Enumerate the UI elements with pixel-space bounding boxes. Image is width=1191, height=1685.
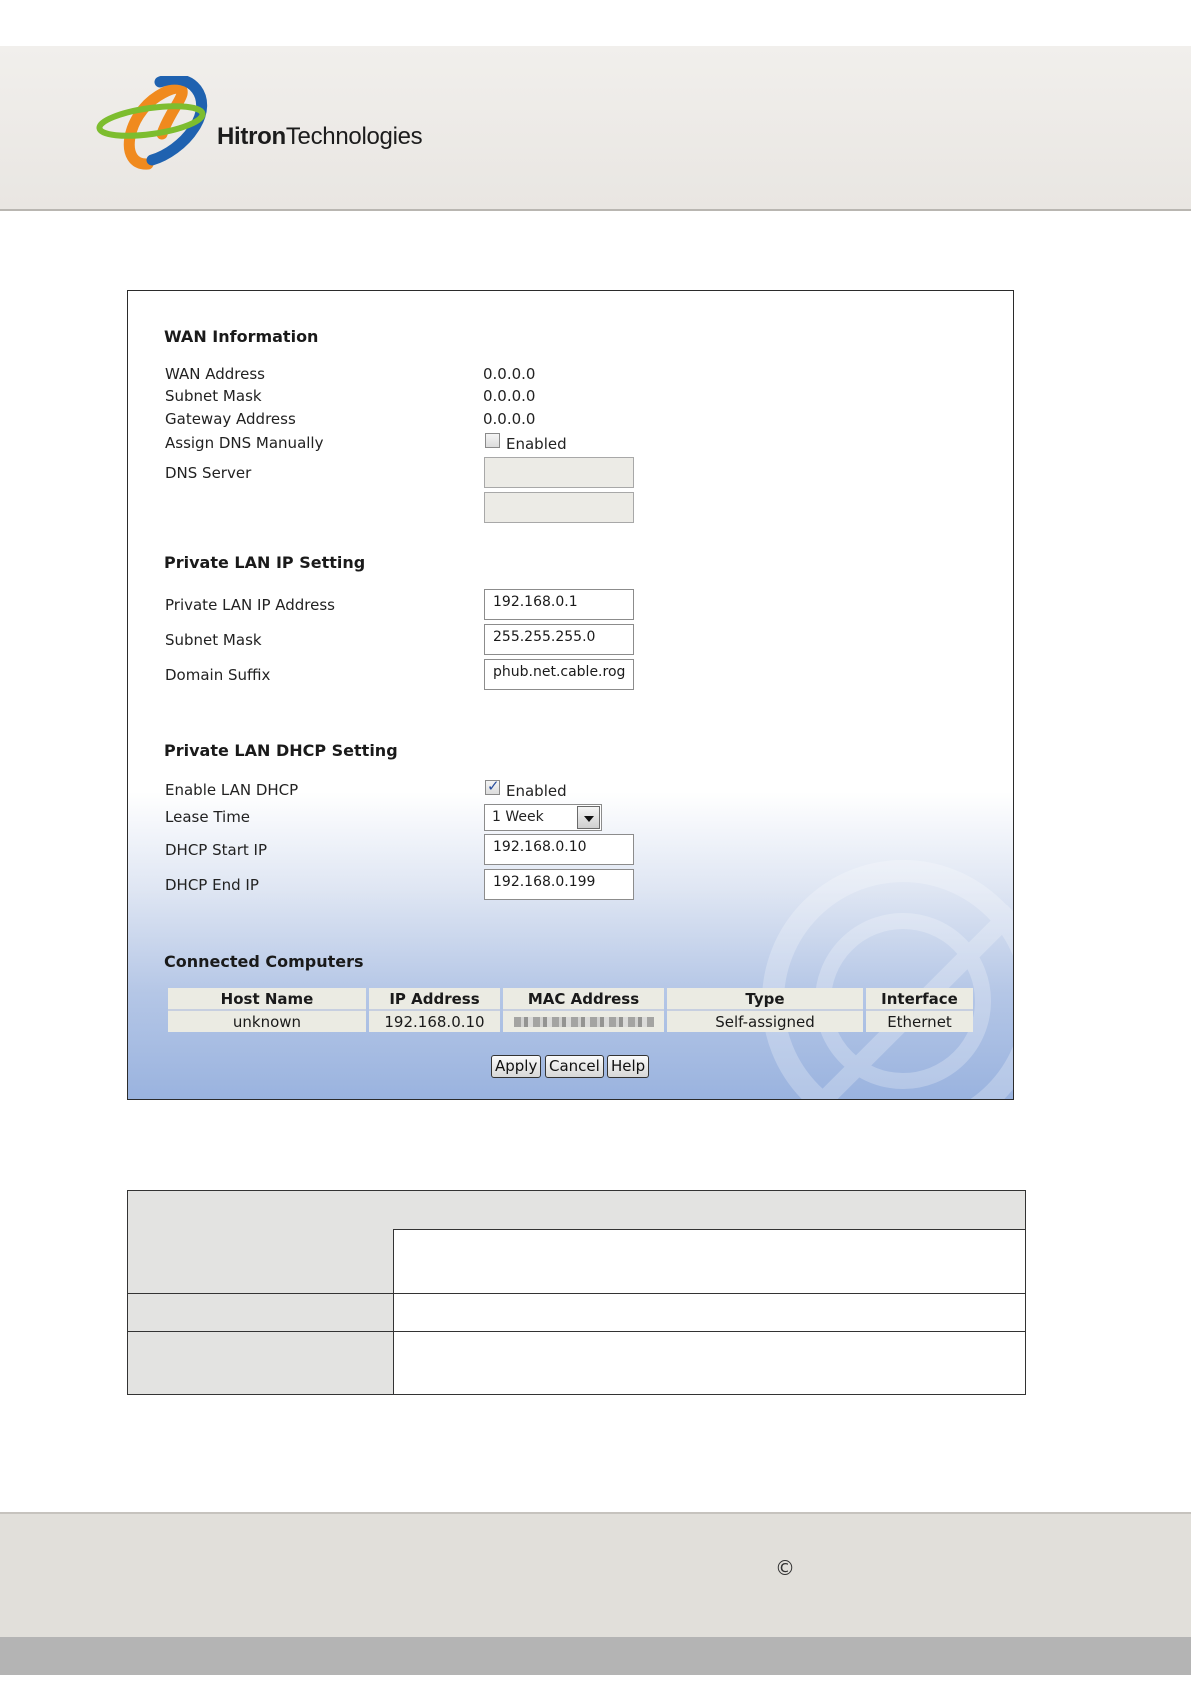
help-button[interactable]: Help: [607, 1055, 649, 1078]
watermark-swirl-icon: [753, 851, 1014, 1100]
description-table: [127, 1190, 1026, 1395]
apply-button[interactable]: Apply: [491, 1055, 541, 1078]
lan-settings-panel: [127, 290, 1014, 1100]
lease-time-label: Lease Time: [165, 808, 251, 826]
assign-dns-label: Assign DNS Manually: [165, 434, 324, 452]
table-row-label-cell: [128, 1332, 394, 1394]
col-ip-address: IP Address: [369, 988, 500, 1009]
brand-name: HitronTechnologies: [217, 123, 423, 150]
dhcp-section-title: Private LAN DHCP Setting: [164, 741, 398, 760]
col-interface: Interface: [866, 988, 973, 1009]
wan-section-title: WAN Information: [164, 327, 319, 346]
wan-subnet-value: 0.0.0.0: [483, 387, 536, 405]
domain-suffix-input[interactable]: phub.net.cable.rog: [484, 659, 634, 690]
assign-dns-checkbox[interactable]: [485, 433, 500, 448]
footer-bar: [0, 1637, 1191, 1675]
connected-computers-table: [165, 988, 976, 1032]
gateway-value: 0.0.0.0: [483, 410, 536, 428]
col-type: Type: [667, 988, 863, 1009]
enable-dhcp-checkbox[interactable]: [485, 780, 500, 795]
lan-subnet-input[interactable]: 255.255.255.0: [484, 624, 634, 655]
domain-suffix-label: Domain Suffix: [165, 666, 271, 684]
dhcp-end-input[interactable]: 192.168.0.199: [484, 869, 634, 900]
assign-dns-checkbox-label: Enabled: [506, 435, 567, 453]
lan-subnet-label: Subnet Mask: [165, 631, 262, 649]
dhcp-end-label: DHCP End IP: [165, 876, 259, 894]
mac-redacted: [514, 1017, 654, 1027]
dns-server-1-input[interactable]: [484, 457, 634, 488]
table-header-row: [168, 988, 973, 1009]
cancel-button[interactable]: Cancel: [545, 1055, 604, 1078]
lease-time-select[interactable]: [484, 804, 602, 831]
copyright-symbol: ©: [775, 1556, 795, 1580]
cell-ip: 192.168.0.10: [369, 1009, 500, 1032]
dns-server-2-input[interactable]: [484, 492, 634, 523]
lease-time-value: 1 Week: [492, 809, 544, 825]
wan-address-label: WAN Address: [165, 365, 265, 383]
chevron-down-icon[interactable]: [577, 806, 600, 829]
dhcp-start-label: DHCP Start IP: [165, 841, 267, 859]
enable-dhcp-label: Enable LAN DHCP: [165, 781, 299, 799]
enable-dhcp-checkbox-label: Enabled: [506, 782, 567, 800]
cell-interface: Ethernet: [866, 1009, 973, 1032]
cell-type: Self-assigned: [667, 1009, 863, 1032]
wan-address-value: 0.0.0.0: [483, 365, 536, 383]
table-row-label-cell: [128, 1294, 394, 1331]
cell-mac: [503, 1009, 664, 1032]
lan-ip-input[interactable]: 192.168.0.1: [484, 589, 634, 620]
cell-host: unknown: [168, 1009, 366, 1032]
hitron-logo-icon: [96, 76, 211, 171]
wan-subnet-label: Subnet Mask: [165, 387, 262, 405]
table-row: [128, 1332, 1025, 1394]
lan-ip-section-title: Private LAN IP Setting: [164, 553, 366, 572]
col-mac-address: MAC Address: [503, 988, 664, 1009]
col-host-name: Host Name: [168, 988, 366, 1009]
connected-section-title: Connected Computers: [164, 952, 364, 971]
table-row: [128, 1294, 1025, 1332]
lan-ip-label: Private LAN IP Address: [165, 596, 335, 614]
gateway-label: Gateway Address: [165, 410, 296, 428]
description-table-header: [128, 1191, 1025, 1230]
table-row: [128, 1229, 1025, 1294]
dhcp-start-input[interactable]: 192.168.0.10: [484, 834, 634, 865]
page-footer: [0, 1512, 1191, 1639]
dns-server-label: DNS Server: [165, 464, 252, 482]
table-row: [168, 1009, 973, 1032]
table-row-label-cell: [128, 1229, 394, 1293]
